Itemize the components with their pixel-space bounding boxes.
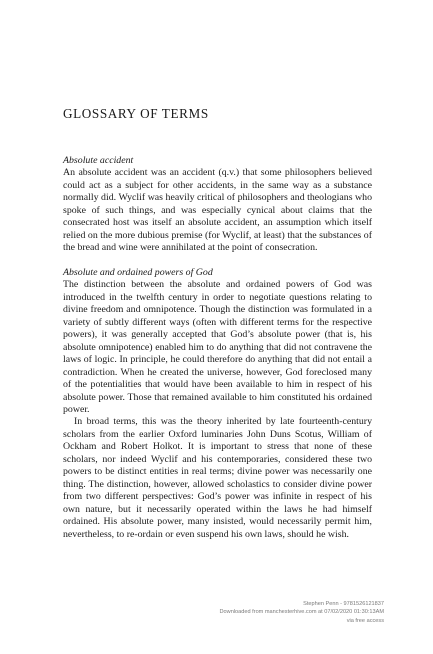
entry-paragraph: In broad terms, this was the theory inherited by late fourteenth-century scholars from the earlier Oxford luminaries John Duns Scotus, William of Ockham and Robert Holkot. It is important to stress that none of these scholars, nor indeed Wyclif and his contemporaries, considered these two powers to be distinct entities in real terms; divine power was necessarily one thing. The distinction, however, allowed scholastics to consider divine power from two different perspectives: God’s power was infinite in respect of his own nature, but it necessarily operated within the laws he had himself ordained. His absolute power, many insisted, would necessarily permit him, nevertheless, to re-ordain or even suspend his own laws, should he wish. [63, 416, 372, 540]
entry-paragraph: The distinction between the absolute and ordained powers of God was introduced in the twelfth century in order to negotiate questions relating to divine freedom and omnipotence. Though the distinction was formulated in a variety of subtly different ways (often with different terms for the respective powers), it was generally accepted that God’s absolute power (that is, his absolute omnipotence) enabled him to do anything that did not contravene the laws of logic. In principle, he could therefore do anything that did not entail a contradiction. When he created the universe, however, God foreclosed many of the potentialities that would have been available to him in respect of his absolute power. Those that remained available to him constituted his ordained power. [63, 279, 372, 415]
page-title: GLOSSARY OF TERMS [63, 106, 209, 121]
glossary-entry-absolute-and-ordained-powers [63, 267, 372, 541]
footer-access: via free access [346, 617, 384, 624]
glossary-entry-absolute-accident [63, 155, 372, 255]
download-footer [220, 600, 385, 625]
entry-paragraph: An absolute accident was an accident (q.v.) that some philosophers believed could act as a subject for other accidents, in the same way as a substance normally did. Wyclif was heavily critical of philosophers and theologians who spoke of such things, and was especially cynical about claims that the consecrated host was itself an absolute accident, an assumption which itself relied on the more dubious premise (for Wyclif, at least) that the substances of the bread and wine were annihilated at the point of consecration. [63, 167, 372, 254]
footer-author-isbn: Stephen Penn - 9781526121837 [303, 601, 384, 607]
entry-term: Absolute and ordained powers of God [63, 267, 213, 279]
footer-download-info: Downloaded from manchesterhive.com at 07/02/2020 01:30:13AM [219, 609, 384, 616]
glossary-content [63, 155, 372, 541]
entry-term: Absolute accident [63, 155, 134, 166]
